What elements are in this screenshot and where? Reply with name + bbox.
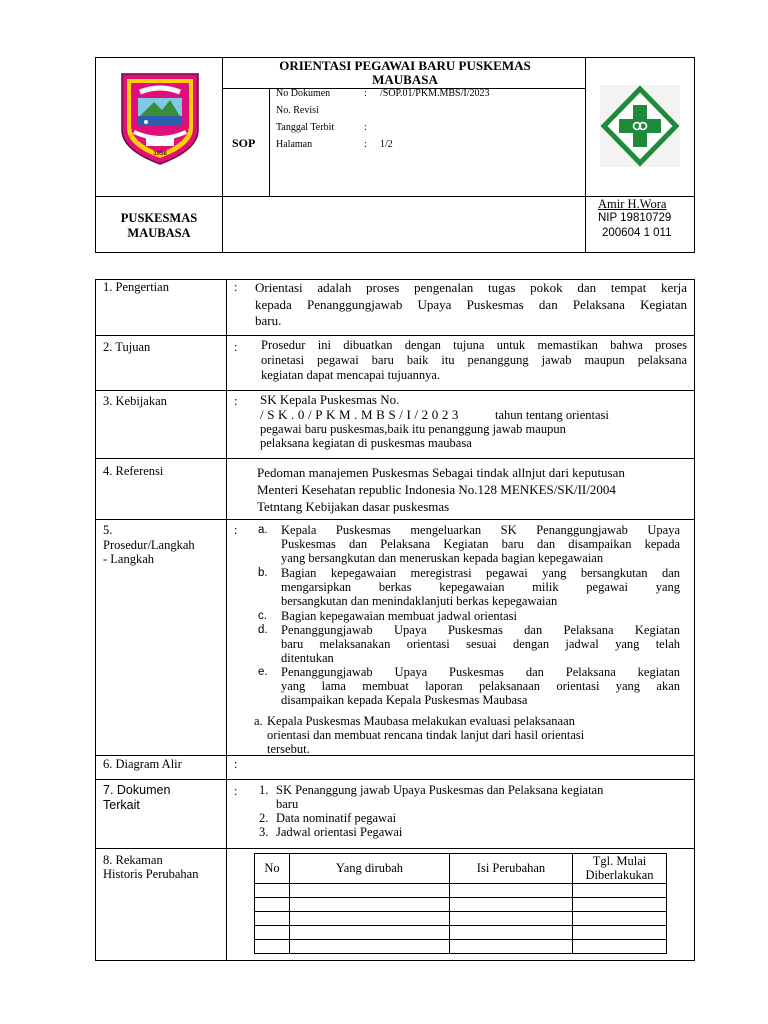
dokumen-item-2-num: 2. (259, 811, 269, 825)
colon-tujuan: : (234, 340, 238, 354)
sop-label: SOP (232, 136, 256, 150)
section-label-tujuan: 2. Tujuan (103, 340, 151, 354)
referensi-line-3: Tetntang Kebijakan dasar puskesmas (257, 499, 450, 514)
colon-diagram: : (234, 757, 238, 771)
section-label-pengertian: 1. Pengertian (103, 280, 169, 294)
history-header-tgl-mulai: Tgl. Mulai (592, 854, 647, 868)
section-label-langkah: - Langkah (103, 552, 155, 566)
tujuan-line-2: orinetasi pegawai baru baik itu penanggung jawab maupun pelaksana (261, 353, 687, 367)
signer-name: Amir H.Wora (598, 197, 667, 211)
tujuan-line-3: kegiatan dapat mencapai tujuannya. (261, 368, 441, 382)
step-d-line-2: baru melaksanakan orientasi sesuai dengan jadwal yang telah (281, 637, 680, 651)
meta-label-no-revisi: No. Revisi (276, 105, 319, 116)
section-label-diagram: 6. Diagram Alir (103, 757, 182, 771)
colon-dokumen: : (234, 784, 238, 798)
step-b-line-1: Bagian kepegawaian meregistrasi pegawai yang bersangkutan dan (281, 566, 680, 580)
meta-value-no-dokumen: /SOP.01/PKM.MBS/I/2023 (380, 88, 490, 99)
history-header-diberlakukan: Diberlakukan (585, 868, 654, 882)
colon-prosedur: : (234, 523, 238, 537)
org-name-line1: PUSKESMAS (120, 211, 198, 225)
step-extra-line-2: orientasi dan membuat rencana tindak lanjut dari hasil orientasi (267, 728, 585, 742)
tujuan-line-1: Prosedur ini dibuatkan dengan tujuna untuk memastikan bahwa proses (261, 338, 687, 352)
meta-label-tanggal-terbit: Tanggal Terbit (276, 122, 335, 133)
step-a-line-2: Puskesmas dan Pelaksana Kegiatan baru dan disampaikan kepada (281, 537, 680, 551)
referensi-line-1: Pedoman manajemen Puskesmas Sebagai tindak allnjut dari keputusan (257, 465, 625, 480)
section-label-prosedur: Prosedur/Langkah (103, 538, 195, 552)
step-c-marker: c. (258, 610, 267, 622)
step-b-marker: b. (258, 567, 268, 579)
dokumen-item-1-line-2: baru (276, 797, 299, 811)
dokumen-item-1-line-1: SK Penanggung jawab Upaya Puskesmas dan Pelaksana kegiatan (276, 783, 604, 797)
signer-nip-line2: 200604 1 011 (602, 227, 672, 239)
meta-sep-halaman: : (364, 139, 367, 150)
meta-sep-tanggal-terbit: : (364, 122, 367, 133)
pengertian-line-1: Orientasi adalah proses pengenalan tugas pokok dan tempat kerja (255, 280, 687, 295)
kebijakan-line-1: SK Kepala Puskesmas No. (260, 392, 400, 407)
step-extra-line-1: Kepala Puskesmas Maubasa melakukan evaluasi pelaksanaan (267, 714, 575, 728)
step-e-line-3: disampaikan kepada Kepala Puskesmas Maubasa (281, 693, 528, 707)
kebijakan-line-3: pegawai baru puskesmas,baik itu penanggung jawab maupun (260, 422, 566, 436)
meta-value-halaman: 1/2 (380, 139, 393, 150)
colon-kebijakan: : (234, 394, 238, 408)
section-label-rekaman: 8. Rekaman (103, 853, 163, 867)
step-e-line-1: Penanggungjawab Upaya Puskesmas dan Pelaksana kegiatan (281, 665, 680, 679)
colon-pengertian: : (234, 280, 238, 294)
dokumen-item-1-num: 1. (259, 783, 269, 797)
step-extra-marker: a. (254, 714, 263, 728)
step-d-line-3: ditentukan (281, 651, 334, 665)
meta-sep-no-dokumen: : (364, 88, 367, 99)
pengertian-line-3: baru. (255, 313, 282, 328)
step-b-line-3: bersangkutan dan menindaklanjuti berkas kepegawaian (281, 594, 558, 608)
dokumen-item-3-line-1: Jadwal orientasi Pegawai (276, 825, 403, 839)
section-label-kebijakan: 3. Kebijakan (103, 394, 167, 408)
history-header-no: No (264, 861, 280, 875)
section-label-historis: Historis Perubahan (103, 867, 199, 881)
step-a-line-1: Kepala Puskesmas mengeluarkan SK Penanggungjawab Upaya (281, 523, 680, 537)
referensi-line-2: Menteri Kesehatan republic Indonesia No.128 MENKES/SK/II/2004 (257, 482, 616, 497)
puskesmas-logo (600, 85, 680, 167)
logo-year: 1958 (153, 151, 167, 157)
step-e-marker: e. (258, 666, 268, 678)
document-title: ORIENTASI PEGAWAI BARU PUSKEMAS MAUBASA (279, 58, 531, 87)
meta-label-halaman: Halaman (276, 139, 313, 150)
signer-nip-line1: NIP 19810729 (598, 212, 672, 224)
section-label-terkait: Terkait (103, 798, 140, 812)
dokumen-item-2-line-1: Data nominatif pegawai (276, 811, 397, 825)
pengertian-line-2: kepada Penanggungjawab Upaya Puskesmas dan Pelaksana Kegiatan (255, 297, 687, 312)
kebijakan-line-2-rest: tahun tentang orientasi (495, 408, 609, 422)
step-d-marker: d. (258, 624, 268, 636)
kebijakan-line-2-number: /SK.0/PKM.MBS/I/2023 (260, 407, 463, 422)
meta-label-no-dokumen: No Dokumen (276, 88, 331, 99)
kebijakan-line-4: pelaksana kegiatan di puskesmas maubasa (260, 436, 472, 450)
history-header-isi-perubahan: Isi Perubahan (476, 861, 546, 875)
step-c-line-1: Bagian kepegawaian membuat jadwal orientasi (281, 609, 518, 623)
step-a-marker: a. (258, 524, 268, 536)
step-d-line-1: Penanggungjawab Upaya Puskesmas dan Pelaksana Kegiatan (281, 623, 680, 637)
history-header-yang-dirubah: Yang dirubah (335, 861, 404, 875)
step-e-line-2: yang lama membuat laporan pelaksanaan orientasi yang akan (281, 679, 680, 693)
step-b-line-2: mengarsipkan berkas kepegawaian milik pegawai yang (281, 580, 680, 594)
section-label-dokumen: 7. Dokumen (103, 783, 171, 797)
dokumen-item-3-num: 3. (259, 825, 269, 839)
section-label-prosedur-num: 5. (103, 523, 113, 537)
section-label-referensi: 4. Referensi (103, 464, 164, 478)
step-a-line-3: yang bersangkutan dan meneruskan kepada bagian kepegawaian (281, 551, 604, 565)
org-name-line2: MAUBASA (127, 226, 191, 240)
step-extra-line-3: tersebut. (267, 742, 310, 756)
